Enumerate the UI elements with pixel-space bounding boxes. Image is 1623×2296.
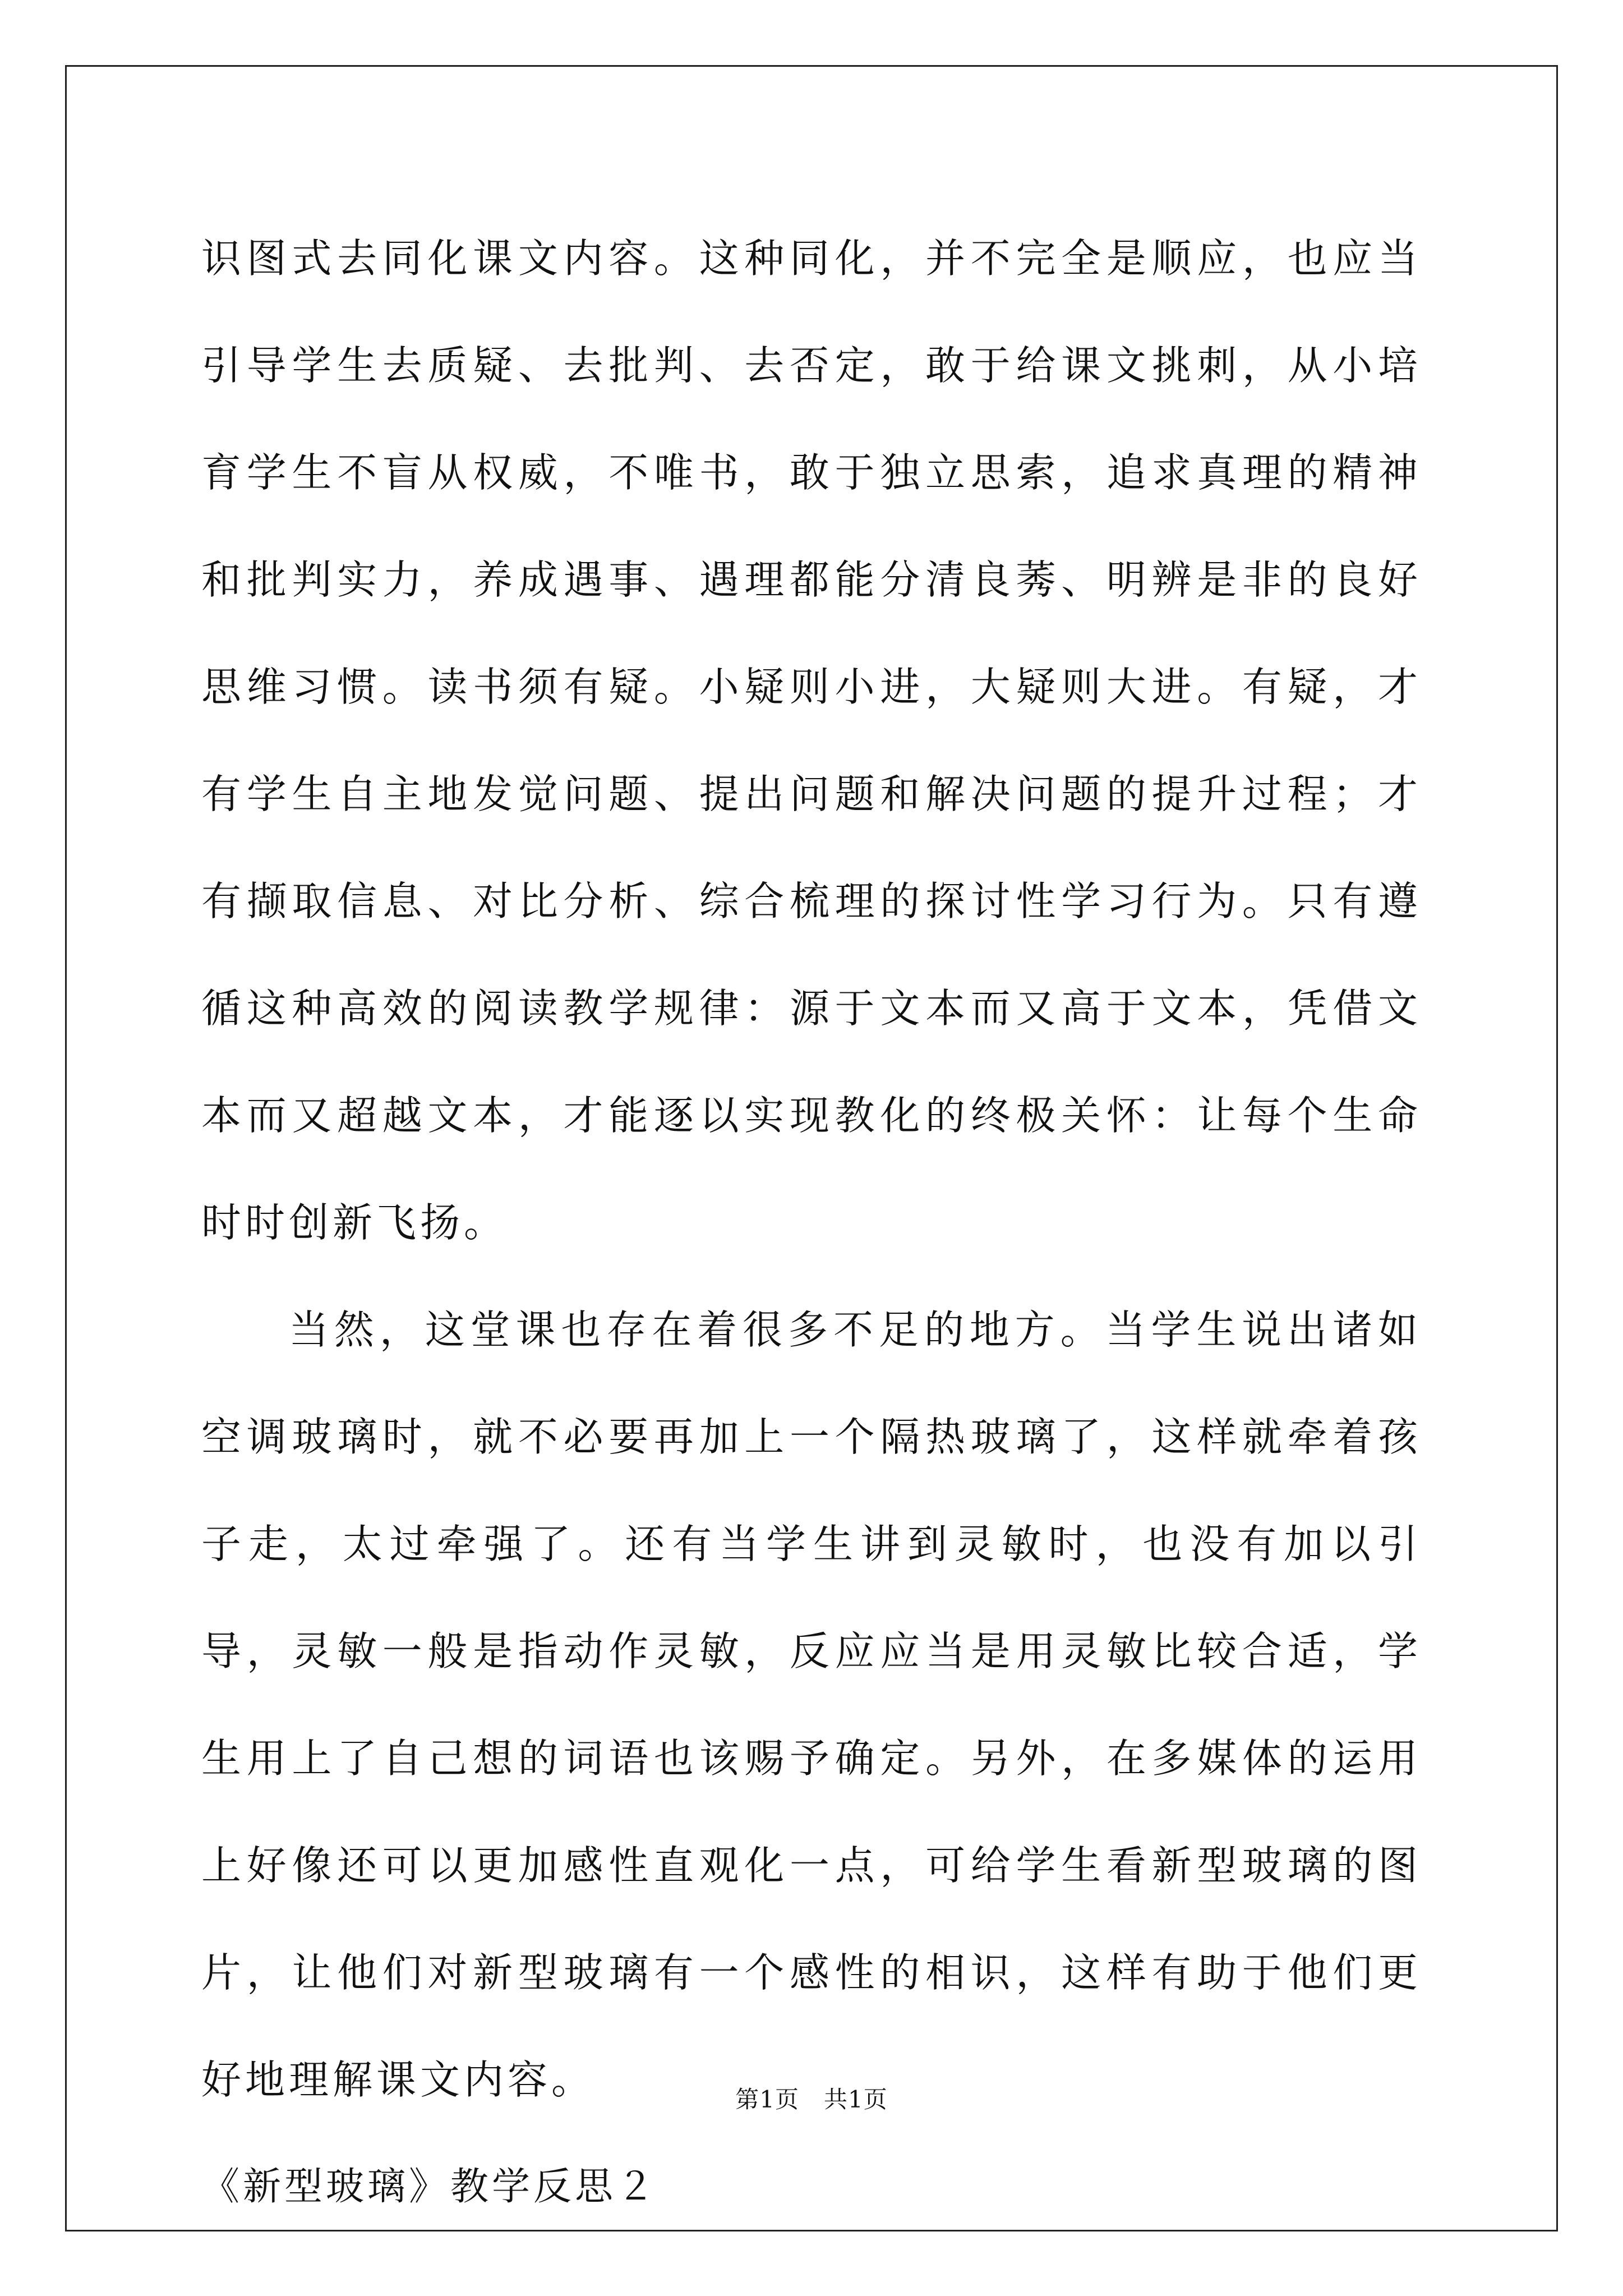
section-heading: 《新型玻璃》教学反思２ (201, 2165, 658, 2209)
paragraph-shortcomings: 当然，这堂课也存在着很多不足的地方。当学生说出诸如空调玻璃时，就不必要再加上一个隔热玻璃了，这样就牵着孩子走，太过牵强了。还有当学生讲到灵敏时，也没有加以引导，灵敏一般是指动作灵敏，反应应当是用灵敏比较合适，学生用上了自己想的词语也该赐予确定。另外，在多媒体的运用上好像还可以更加感性直观化一点，可给学生看新型玻璃的图片，让他们对新型玻璃有一个感性的相识，这样有助于他们更好地理解课文内容。 (201, 1306, 1422, 2103)
page-number-total: 共1页 (824, 2086, 888, 2113)
document-body (201, 205, 1422, 2240)
page-footer (0, 2081, 1623, 2115)
page-number-current: 第1页 (735, 2086, 799, 2113)
paragraph-continuation: 识图式去同化课文内容。这种同化，并不完全是顺应，也应当引导学生去质疑、去批判、去否定，敢于给课文挑刺，从小培育学生不盲从权威，不唯书，敢于独立思索，追求真理的精神和批判实力，养成遇事、遇理都能分清良莠、明辨是非的良好思维习惯。读书须有疑。小疑则小进，大疑则大进。有疑，才有学生自主地发觉问题、提出问题和解决问题的提升过程；才有撷取信息、对比分析、综合梳理的探讨性学习行为。只有遵循这种高效的阅读教学规律：源于文本而又高于文本，凭借文本而又超越文本，才能逐以实现教化的终极关怀：让每个生命时时创新飞扬。 (201, 235, 1422, 1246)
